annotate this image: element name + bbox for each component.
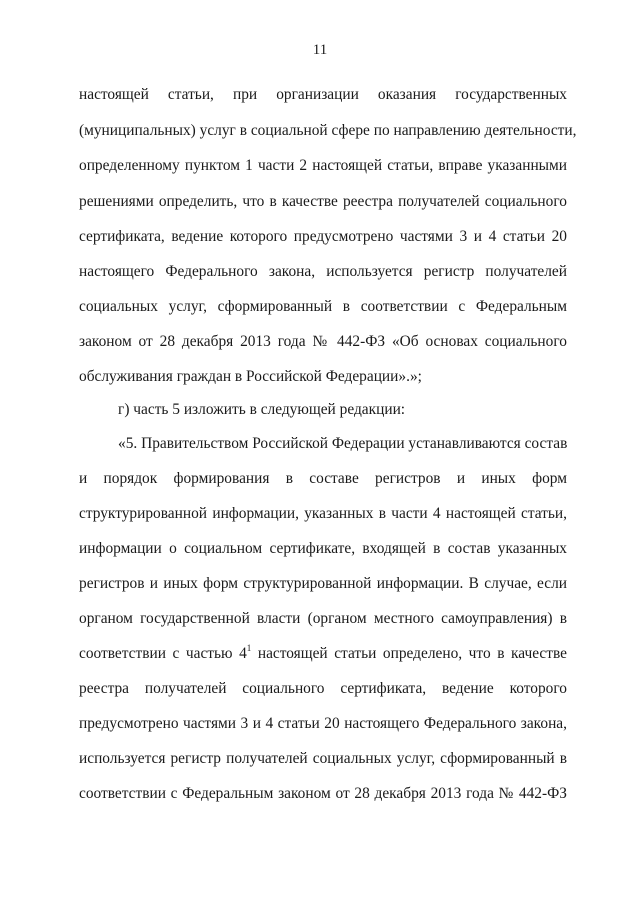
text-line: (муниципальных) услуг в социальной сфере по направлению деятельности, <box>79 122 577 139</box>
page-number: 11 <box>312 42 328 58</box>
text-line: определенному пунктом 1 части 2 настоящей статьи, вправе указанными <box>79 157 567 174</box>
text-line: информации о социальном сертификате, входящей в состав указанных <box>79 540 567 557</box>
superscript: 1 <box>246 643 252 653</box>
text-line: сертификата, ведение которого предусмотрено частями 3 и 4 статьи 20 <box>79 228 567 245</box>
text-line: «5. Правительством Российской Федерации устанавливаются состав <box>118 435 568 452</box>
text-line: настоящей статьи, при организации оказания государственных <box>79 86 567 103</box>
text-line: регистров и иных форм структурированной информации. В случае, если <box>79 575 567 592</box>
text-line: настоящего Федерального закона, используется регистр получателей <box>79 263 567 280</box>
text-line: социальных услуг, сформированный в соответствии с Федеральным <box>79 298 567 315</box>
text-line: органом государственной власти (органом местного самоуправления) в <box>79 610 567 627</box>
text-line: решениями определить, что в качестве реестра получателей социального <box>79 193 567 210</box>
text-line: предусмотрено частями 3 и 4 статьи 20 настоящего Федерального закона, <box>79 715 567 732</box>
text-line: соответствии с Федеральным законом от 28 декабря 2013 года № 442-ФЗ <box>79 785 567 802</box>
text-line: обслуживания граждан в Российской Федерации».»; <box>79 368 422 385</box>
text-line-with-superscript <box>79 644 567 664</box>
text-fragment: соответствии с частью 4 <box>79 645 247 662</box>
text-line: г) часть 5 изложить в следующей редакции: <box>118 401 406 418</box>
text-line: реестра получателей социального сертификата, ведение которого <box>79 680 567 697</box>
text-line: и порядок формирования в составе регистров и иных форм <box>79 470 567 487</box>
text-line: используется регистр получателей социальных услуг, сформированный в <box>79 750 567 767</box>
text-line: законом от 28 декабря 2013 года № 442-ФЗ «Об основах социального <box>79 333 567 350</box>
text-line: структурированной информации, указанных в части 4 настоящей статьи, <box>79 505 567 522</box>
text-fragment: настоящей статьи определено, что в качестве <box>251 645 567 662</box>
